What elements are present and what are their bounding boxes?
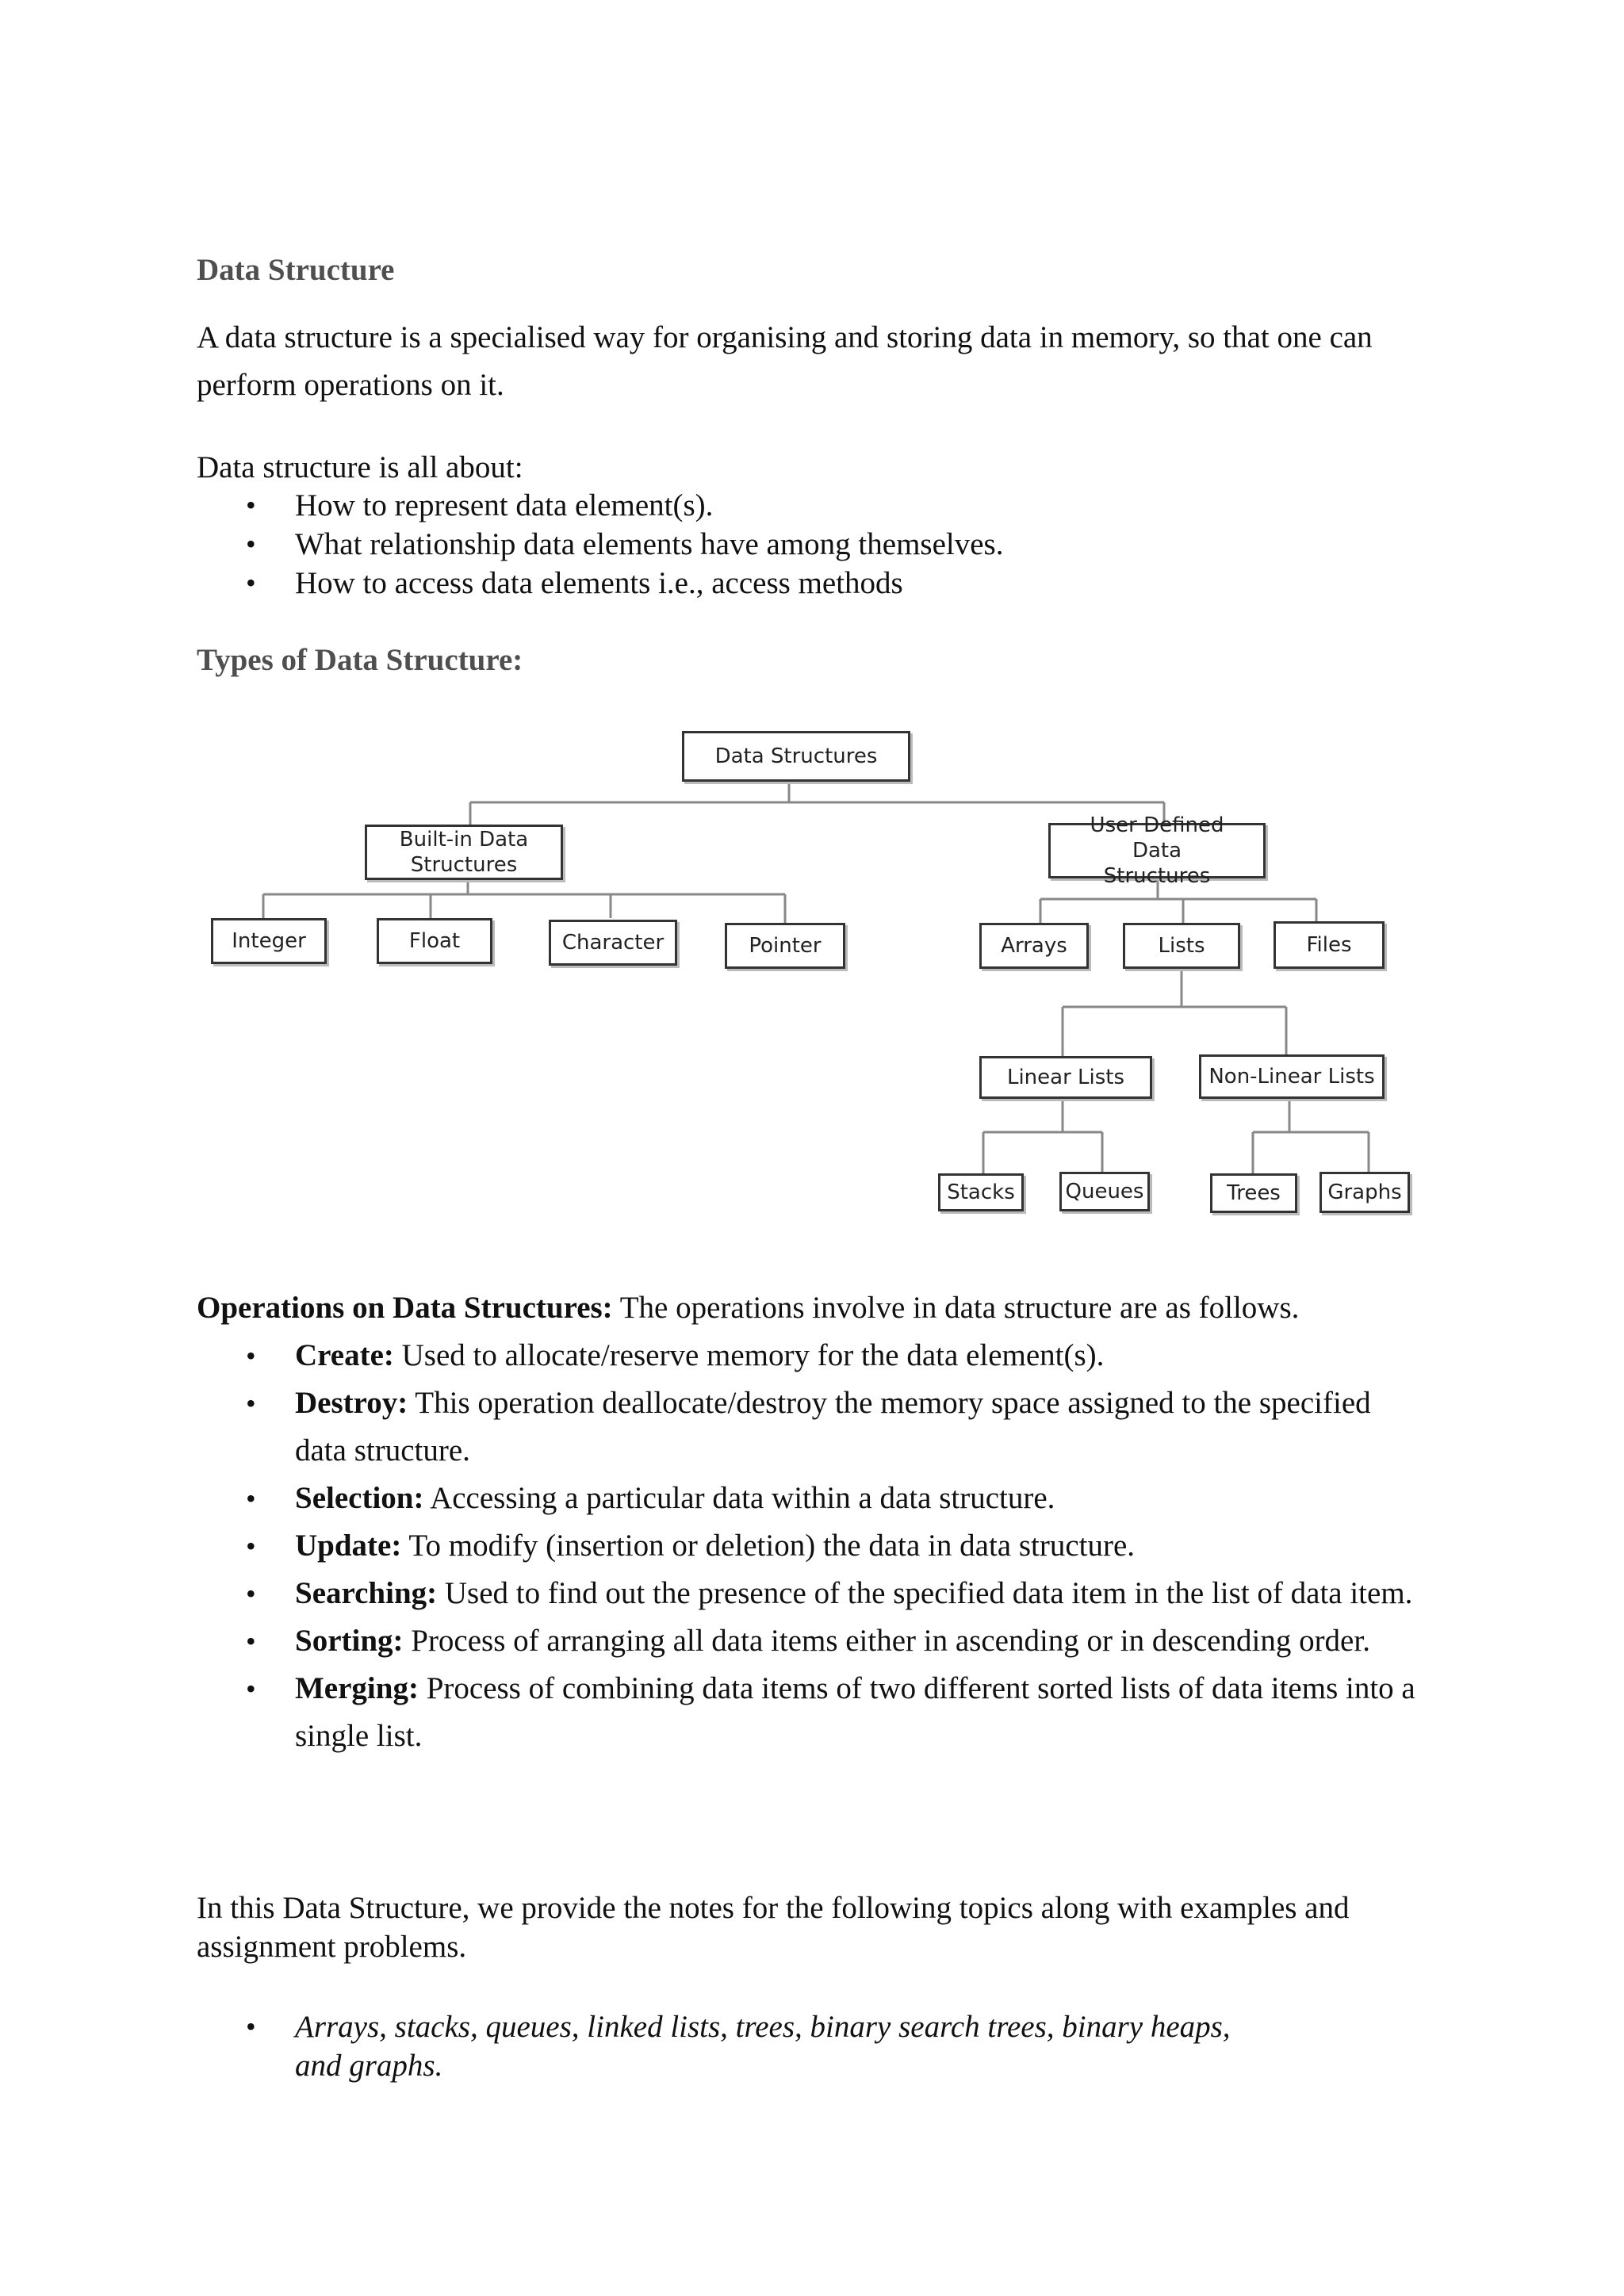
list-item: [197, 1332, 1418, 1380]
list-item: [197, 1522, 1418, 1570]
op-desc: Used to find out the presence of the specified data item in the list of data item.: [437, 1576, 1413, 1610]
about-list: [197, 486, 1434, 603]
about-heading: Data structure is all about:: [197, 450, 523, 484]
node-float: Float: [377, 918, 492, 964]
op-desc: Accessing a particular data within a data structure.: [423, 1481, 1055, 1515]
node-user-defined-data-structures: User Defined Data Structures: [1048, 823, 1266, 878]
op-desc: This operation deallocate/destroy the memory space assigned to the specified data structure.: [295, 1386, 1371, 1468]
list-item: • How to represent data element(s).: [197, 486, 1434, 525]
data-structures-diagram: [198, 714, 1435, 1237]
operations-intro: [197, 1284, 1434, 1332]
node-lists: Lists: [1123, 923, 1240, 969]
node-non-linear-lists: Non-Linear Lists: [1199, 1054, 1385, 1099]
list-item: [197, 1617, 1418, 1665]
op-desc: To modify (insertion or deletion) the data in data structure.: [401, 1529, 1136, 1563]
node-integer: Integer: [211, 918, 327, 964]
list-item: • How to access data elements i.e., access methods: [197, 564, 1434, 603]
list-item: [197, 1475, 1418, 1522]
intro-paragraph: A data structure is a specialised way for organising and storing data in memory, so that one can perform operations on it.: [197, 320, 1373, 402]
op-desc: Process of combining data items of two different sorted lists of data items into a single list.: [295, 1671, 1415, 1753]
types-heading: Types of Data Structure:: [197, 643, 523, 677]
node-stacks: Stacks: [938, 1173, 1024, 1211]
topics-line-2: and graphs.: [295, 2049, 443, 2083]
node-data-structures: Data Structures: [682, 731, 910, 782]
node-pointer: Pointer: [725, 923, 845, 969]
diagram-connectors: [198, 714, 1435, 1237]
op-term: Sorting:: [295, 1624, 404, 1658]
node-built-in-data-structures: Built-in Data Structures: [365, 825, 563, 880]
node-trees: Trees: [1210, 1173, 1297, 1213]
topics-list: [197, 2007, 1434, 2085]
node-queues: Queues: [1059, 1172, 1150, 1211]
list-item: [197, 1570, 1418, 1617]
node-character: Character: [549, 920, 677, 966]
node-arrays: Arrays: [979, 923, 1089, 969]
list-item: • What relationship data elements have among themselves.: [197, 525, 1434, 564]
op-term: Create:: [295, 1338, 394, 1372]
op-desc: Used to allocate/reserve memory for the data element(s).: [393, 1338, 1105, 1372]
operations-heading: Operations on Data Structures:: [197, 1291, 613, 1325]
page-title: Data Structure: [197, 253, 395, 287]
op-term: Merging:: [295, 1671, 419, 1705]
list-item: [197, 2007, 1434, 2085]
topics-line-1: Arrays, stacks, queues, linked lists, trees, binary search trees, binary heaps,: [295, 2010, 1231, 2044]
list-item: [197, 1380, 1418, 1475]
op-term: Selection:: [295, 1481, 424, 1515]
op-term: Searching:: [295, 1576, 438, 1610]
topics-intro: In this Data Structure, we provide the notes for the following topics along with examples and assignment problems.: [197, 1891, 1350, 1964]
node-linear-lists: Linear Lists: [979, 1056, 1152, 1099]
op-term: Destroy:: [295, 1386, 408, 1420]
operations-lead: The operations involve in data structure are as follows.: [612, 1291, 1300, 1325]
op-desc: Process of arranging all data items either in ascending or in descending order.: [403, 1624, 1370, 1658]
node-graphs: Graphs: [1320, 1172, 1410, 1213]
op-term: Update:: [295, 1529, 402, 1563]
list-item: [197, 1665, 1418, 1760]
operations-list: [197, 1332, 1418, 1760]
node-files: Files: [1274, 921, 1385, 969]
